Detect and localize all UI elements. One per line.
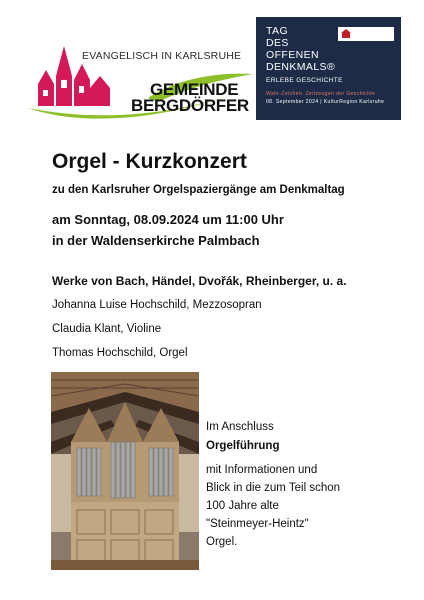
event-subtitle: zu den Karlsruher Orgelspaziergänge am Denkmaltag (52, 184, 345, 196)
info-heading: Orgelführung (206, 440, 280, 452)
banner-tagline: ERLEBE GESCHICHTE (266, 77, 343, 84)
kulturregion-badge (338, 27, 394, 41)
logo-top-text: EVANGELISCH IN KARLSRUHE (82, 50, 242, 62)
info-line: mit Informationen und (206, 464, 318, 476)
info-intro: Im Anschluss (206, 421, 274, 433)
performer: Thomas Hochschild, Orgel (52, 347, 188, 359)
banner-line: OFFENEN (266, 49, 319, 61)
banner-line: DES (266, 37, 289, 49)
banner-line: TAG (266, 25, 289, 37)
event-venue: in der Waldenserkirche Palmbach (52, 233, 260, 248)
logo-text-gemeinde: GEMEINDE (150, 80, 239, 99)
logo-text-bergdoerfer: BERGDÖRFER (131, 96, 249, 115)
info-line: Orgel. (206, 536, 238, 548)
info-line: "Steinmeyer-Heintz" (206, 518, 309, 530)
denkmal-banner (256, 17, 401, 120)
page-title: Orgel - Kurzkonzert (52, 150, 247, 173)
info-line: 100 Jahre alte (206, 500, 279, 512)
event-date: am Sonntag, 08.09.2024 um 11:00 Uhr (52, 212, 284, 227)
organ-photo (51, 372, 199, 570)
performer: Johanna Luise Hochschild, Mezzosopran (52, 299, 262, 311)
performer: Claudia Klant, Violine (52, 323, 162, 335)
banner-motto: Wahr-Zeichen. Zeitzeugen der Geschichte (266, 91, 376, 97)
banner-footer: 08. September 2024 | KulturRegion Karlsruhe (266, 99, 385, 105)
works-list: Werke von Bach, Händel, Dvořák, Rheinberger, u. a. (52, 274, 347, 288)
banner-line: DENKMALS® (266, 61, 336, 73)
building-icon (341, 29, 351, 39)
info-line: Blick in die zum Teil schon (206, 482, 341, 494)
